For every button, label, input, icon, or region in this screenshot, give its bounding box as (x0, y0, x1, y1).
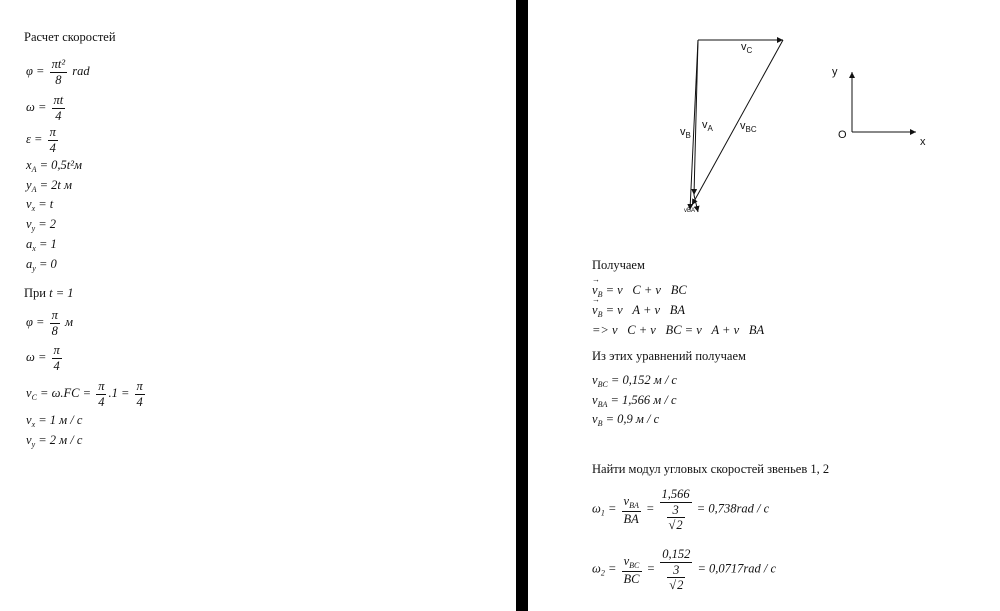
w1-big-den (660, 503, 692, 532)
eq-vc-f1-num: π (98, 379, 105, 393)
eq-phi1-den: 8 (51, 323, 58, 338)
eq-phi1-frac (50, 309, 60, 337)
eq-omega1-den: 4 (53, 358, 60, 373)
eq-vy (26, 218, 56, 233)
w2-result: = 0,0717rad / с (697, 561, 777, 576)
w1-big-num: 1,566 (661, 487, 690, 501)
eq-phi-den: 8 (55, 72, 62, 87)
eq-vx1 (26, 414, 82, 429)
label-vbc-sub: BC (745, 125, 757, 134)
velocity-diagram (528, 0, 1000, 230)
eq-phi-lhs: φ = (26, 63, 45, 78)
label-vc-sym: v (741, 41, 747, 53)
w1-sqrt: √2 (668, 518, 683, 532)
w2-sub: 2 (600, 568, 605, 578)
eq-omega1 (26, 344, 64, 372)
eq-omega1-frac (52, 344, 62, 372)
eq-vb-2: → $v_B$ = v⃗A + v⃗BA (592, 304, 685, 319)
eq-phi1-unit: м (65, 314, 73, 329)
eq-phi-unit: rad (72, 63, 90, 78)
eq-phi1-lhs: φ = (26, 314, 45, 329)
eq-eps-frac (48, 126, 58, 154)
eq-vc-mid2: .1 = (108, 385, 130, 400)
eq-ya-sym: y (26, 178, 32, 192)
label-vb (680, 127, 691, 140)
w1-sub: 1 (600, 508, 605, 518)
w1-frac-num-sub: BA (629, 500, 639, 510)
at-label: При (24, 286, 46, 300)
at-t-line (24, 287, 74, 300)
eq-combined: => v⃗C + v⃗BC = v⃗A + v⃗BA (592, 323, 765, 337)
eq1-lhs: B (597, 290, 603, 299)
eq-vy-rhs: = 2 (38, 217, 57, 231)
eq-vx1-rhs: = 1 м / с (38, 413, 83, 427)
eq-ya-rhs: = 2t м (39, 178, 72, 192)
eq-eps-num: π (49, 125, 56, 139)
w2-frac (622, 555, 642, 586)
eq-ya (26, 179, 72, 194)
page-divider (516, 0, 528, 611)
w2-frac-num: $v_{BC}$ (622, 555, 642, 572)
w2-big-num: 0,152 (662, 547, 691, 561)
find-angular-heading: Найти модул угловых скоростей звеньев 1, 2 (592, 462, 830, 476)
eq-vy1-sub: y (31, 440, 36, 449)
label-va-sub: A (707, 124, 713, 133)
w2-big-frac (660, 548, 692, 592)
obtain-heading: Получаем (592, 258, 645, 272)
label-vc-sub: C (746, 46, 753, 55)
eq-omega (26, 94, 67, 122)
eq-vx-sym: v (26, 197, 32, 211)
w1-frac-num: $v_{BA}$ (623, 493, 639, 510)
eq-xa (26, 159, 82, 174)
eq-eps-lhs: ε = (26, 131, 43, 146)
result-vbc-sub: BC (597, 380, 608, 389)
eq-omega-den: 4 (55, 108, 62, 123)
eq2-rhs: = v⃗A + v⃗BA (605, 303, 686, 317)
at-value: t = 1 (49, 286, 74, 300)
w2-sqrt-value: 2 (677, 578, 684, 592)
eq-vy-sub: y (31, 224, 36, 233)
label-axis-y: y (832, 66, 838, 78)
w2-small-num: 3 (667, 564, 685, 579)
from-equations-heading: Из этих уравнений получаем (592, 349, 746, 363)
label-vb-sym: v (680, 126, 686, 138)
eq-phi-frac (50, 58, 67, 86)
eq-phi (26, 58, 90, 86)
eq-omega2-result: $\omega_2$ = $\frac{v_{BC}}{BC}$ = $\frac{0,152}{\frac{3}{√2}}$ = 0,0717rad / с (592, 547, 777, 592)
eq2-lhs: B (597, 310, 603, 319)
label-va (702, 120, 713, 133)
eq-vc-mid: = ω.FC = (40, 385, 92, 400)
eq-ay-rhs: = 0 (38, 257, 57, 271)
eq-ay-sub: y (32, 264, 36, 273)
eq-omega-frac (52, 94, 66, 122)
eq-vy1 (26, 434, 82, 449)
eq-xa-rhs: = 0,5t²м (39, 158, 82, 172)
eq-vy1-rhs: = 2 м / с (38, 433, 83, 447)
result-vb-rhs: = 0,9 м / с (605, 412, 660, 426)
eq-vx1-sub: x (31, 420, 36, 429)
eq-vc-f2-num: π (136, 379, 143, 393)
eq-vy1-sym: v (26, 433, 32, 447)
label-va-sym: v (702, 119, 708, 131)
eq-omega-lhs: ω = (26, 99, 47, 114)
right-page (528, 0, 1000, 611)
w2-big-den (660, 563, 692, 592)
w1-frac (622, 495, 641, 526)
eq-omega1-num: π (53, 343, 60, 357)
eq-vc-frac1 (96, 380, 106, 408)
eq-xa-sub: A (31, 165, 37, 174)
label-vba: vBA (684, 208, 696, 214)
w1-big-frac (660, 488, 692, 532)
w1-small-num: 3 (667, 504, 685, 519)
eq-vx-rhs: = t (38, 197, 54, 211)
result-vba: $v_{BA} = 1,566$ м / с (592, 393, 677, 409)
eq-vc (26, 380, 147, 408)
w1-result: = 0,738rad / с (696, 501, 770, 516)
eq-ya-sub: A (31, 185, 37, 194)
eq-ay-sym: a (26, 257, 33, 271)
label-axis-x: x (920, 136, 926, 148)
eq-ay (26, 258, 57, 273)
label-vc (741, 42, 752, 55)
eq-vc-f2-den: 4 (136, 394, 143, 409)
eq1-rhs: = v⃗C + v⃗BC (605, 283, 687, 297)
result-vbc: $v_{BC} = 0,152$ м / с (592, 373, 677, 389)
result-vbc-rhs: = 0,152 м / с (610, 373, 677, 387)
eq-xa-sym: x (26, 158, 32, 172)
result-vba-sub: BA (597, 400, 608, 409)
eq-vc-sub: C (31, 392, 37, 402)
w2-frac-num-sub: BC (629, 560, 640, 570)
result-vb: $v_B = 0,9$ м / с (592, 412, 660, 428)
w1-sqrt-value: 2 (676, 518, 683, 532)
eq-ax-sym: a (26, 237, 33, 251)
label-vbc (740, 121, 757, 134)
eq-phi1 (26, 309, 73, 337)
eq-omega1-lhs: ω = (26, 349, 47, 364)
eq-epsilon (26, 126, 60, 154)
eq-vc-f1-den: 4 (98, 394, 105, 409)
eq-vb-1: → $v_B$ = v⃗C + v⃗BC (592, 284, 687, 299)
eq-ax (26, 238, 57, 253)
label-origin: O (838, 129, 847, 141)
w2-sqrt: √2 (669, 578, 684, 592)
eq-vx (26, 198, 53, 213)
eq-phi1-num: π (51, 308, 58, 322)
label-vb-sub: B (685, 131, 691, 140)
eq-phi-num: πt² (51, 57, 66, 71)
eq-vx1-sym: v (26, 413, 32, 427)
eq-ax-rhs: = 1 (38, 237, 57, 251)
eq-vx-sub: x (31, 204, 36, 213)
w2-frac-den: BC (623, 571, 640, 586)
label-vbc-sym: v (740, 120, 746, 132)
eq-eps-den: 4 (49, 140, 56, 155)
result-vba-rhs: = 1,566 м / с (610, 393, 677, 407)
eq-vc-frac2 (135, 380, 145, 408)
eq-omega-num: πt (53, 93, 64, 107)
w1-frac-den: BA (623, 511, 639, 526)
eq-vc-sym: v (26, 385, 32, 400)
heading-speed-calc: Расчет скоростей (24, 30, 116, 44)
eq-omega1-result: $\omega_1$ = $\frac{v_{BA}}{BA}$ = $\frac{1,566}{\frac{3}{√2}}$ = 0,738rad / с (592, 487, 770, 532)
eq-vy-sym: v (26, 217, 32, 231)
result-vb-sub: B (597, 419, 603, 428)
eq-ax-sub: x (32, 244, 36, 253)
